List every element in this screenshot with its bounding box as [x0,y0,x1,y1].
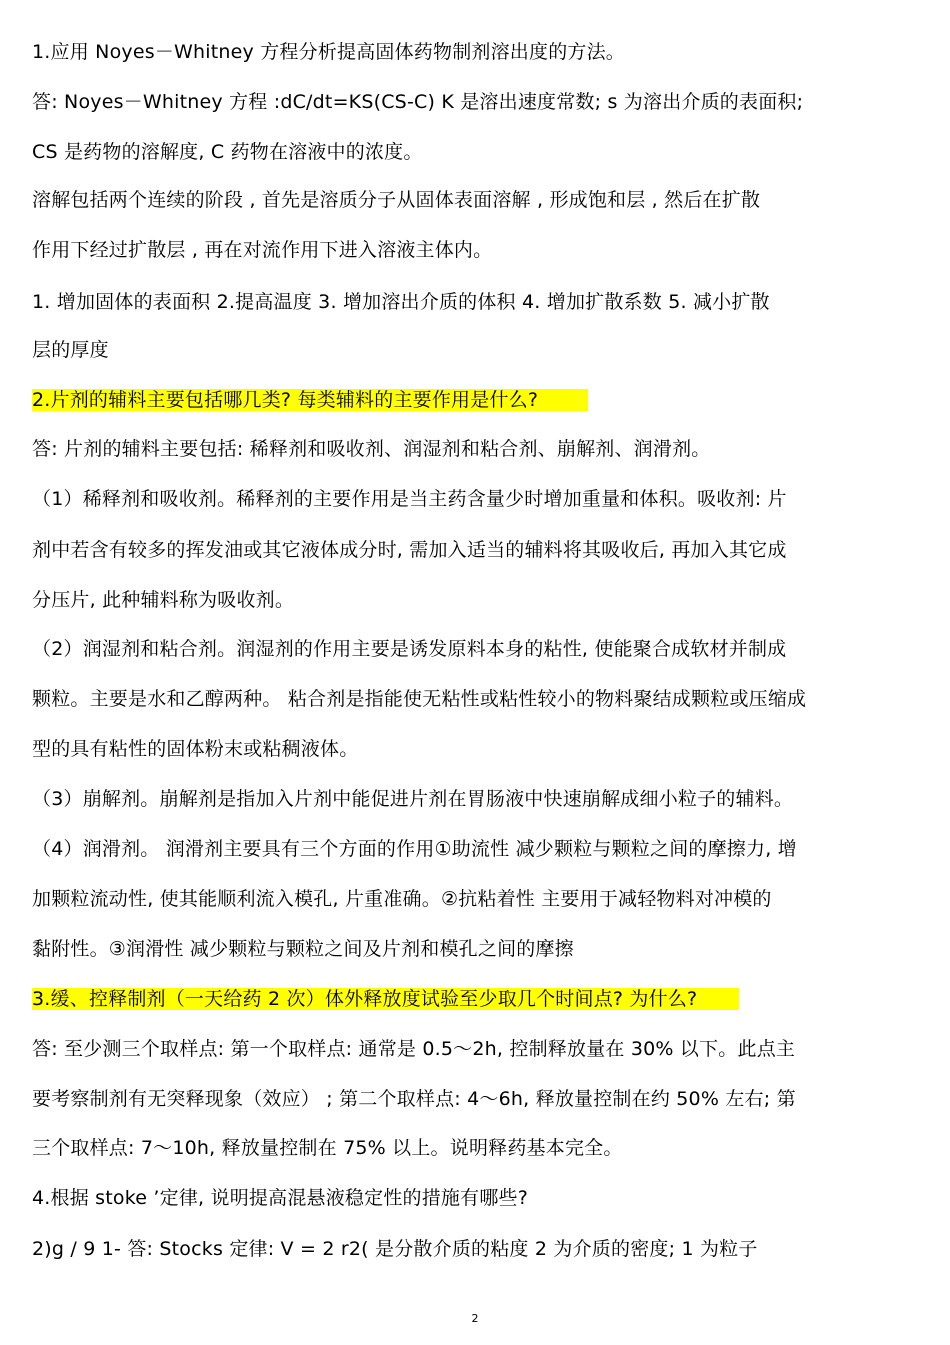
text-line: （1）稀释剂和吸收剂。稀释剂的主要作用是当主药含量少时增加重量和体积。吸收剂: 片 [32,488,787,510]
text-line: （3）崩解剂。崩解剂是指加入片剂中能促进片剂在胃肠液中快速崩解成细小粒子的辅料。 [32,788,794,810]
text-line: 颗粒。主要是水和乙醇两种。 粘合剂是指能使无粘性或粘性较小的物料聚结成颗粒或压缩成 [32,688,807,710]
text-line: （4）润滑剂。 润滑剂主要具有三个方面的作用①助流性 减少颗粒与颗粒之间的摩擦力, 增 [32,838,797,860]
page-number: 2 [471,1312,479,1325]
text-line: 剂中若含有较多的挥发油或其它液体成分时, 需加入适当的辅料将其吸收后, 再加入其它成 [32,539,787,561]
text-line: 2)g / 9 1- 答: Stocks 定律: V = 2 r2( 是分散介质的粘度 2 为介质的密度; 1 为粒子 [32,1238,758,1260]
text-line: 4.根据 stoke ’定律, 说明提高混悬液稳定性的措施有哪些? [32,1187,528,1209]
text-line: 型的具有粘性的固体粉末或粘稠液体。 [32,738,359,760]
highlighted-text: 2.片剂的辅料主要包括哪几类? 每类辅料的主要作用是什么? [32,389,588,411]
text-line: 溶解包括两个连续的阶段 , 首先是溶质分子从固体表面溶解 , 形成饱和层 , 然后在扩散 [32,189,761,211]
text-line: 三个取样点: 7～10h, 释放量控制在 75% 以上。说明释药基本完全。 [32,1137,623,1159]
text-line: CS 是药物的溶解度, C 药物在溶液中的浓度。 [32,141,423,163]
text-line: 答: 至少测三个取样点: 第一个取样点: 通常是 0.5～2h, 控制释放量在 30% 以下。此点主 [32,1038,796,1060]
question-heading-2 [32,388,588,412]
text-line: 答: Noyes－Whitney 方程 :dC/dt=KS(CS-C) K 是溶出速度常数; s 为溶出介质的表面积; [32,91,804,113]
text-line: 加颗粒流动性, 使其能顺利流入模孔, 片重准确。②抗粘着性 主要用于减轻物料对冲模的 [32,888,772,910]
text-line: （2）润湿剂和粘合剂。润湿剂的作用主要是诱发原料本身的粘性, 使能聚合成软材并制成 [32,638,787,660]
text-line: 作用下经过扩散层 , 再在对流作用下进入溶液主体内。 [32,239,493,261]
text-line: 要考察制剂有无突释现象（效应） ; 第二个取样点: 4～6h, 释放量控制在约 50% 左右; 第 [32,1088,796,1110]
highlighted-text: 3.缓、控释制剂（一天给药 2 次）体外释放度试验至少取几个时间点? 为什么? [32,988,739,1010]
text-line: 分压片, 此种辅料称为吸收剂。 [32,589,295,611]
text-line: 1. 增加固体的表面积 2.提高温度 3. 增加溶出介质的体积 4. 增加扩散系数 5. 减小扩散 [32,291,770,313]
text-line: 黏附性。③润滑性 减少颗粒与颗粒之间及片剂和模孔之间的摩擦 [32,938,574,960]
text-line: 层的厚度 [32,339,109,361]
text-line: 答: 片剂的辅料主要包括: 稀释剂和吸收剂、润湿剂和粘合剂、崩解剂、润滑剂。 [32,438,711,460]
text-line: 1.应用 Noyes－Whitney 方程分析提高固体药物制剂溶出度的方法。 [32,41,626,63]
question-heading-3 [32,987,739,1011]
